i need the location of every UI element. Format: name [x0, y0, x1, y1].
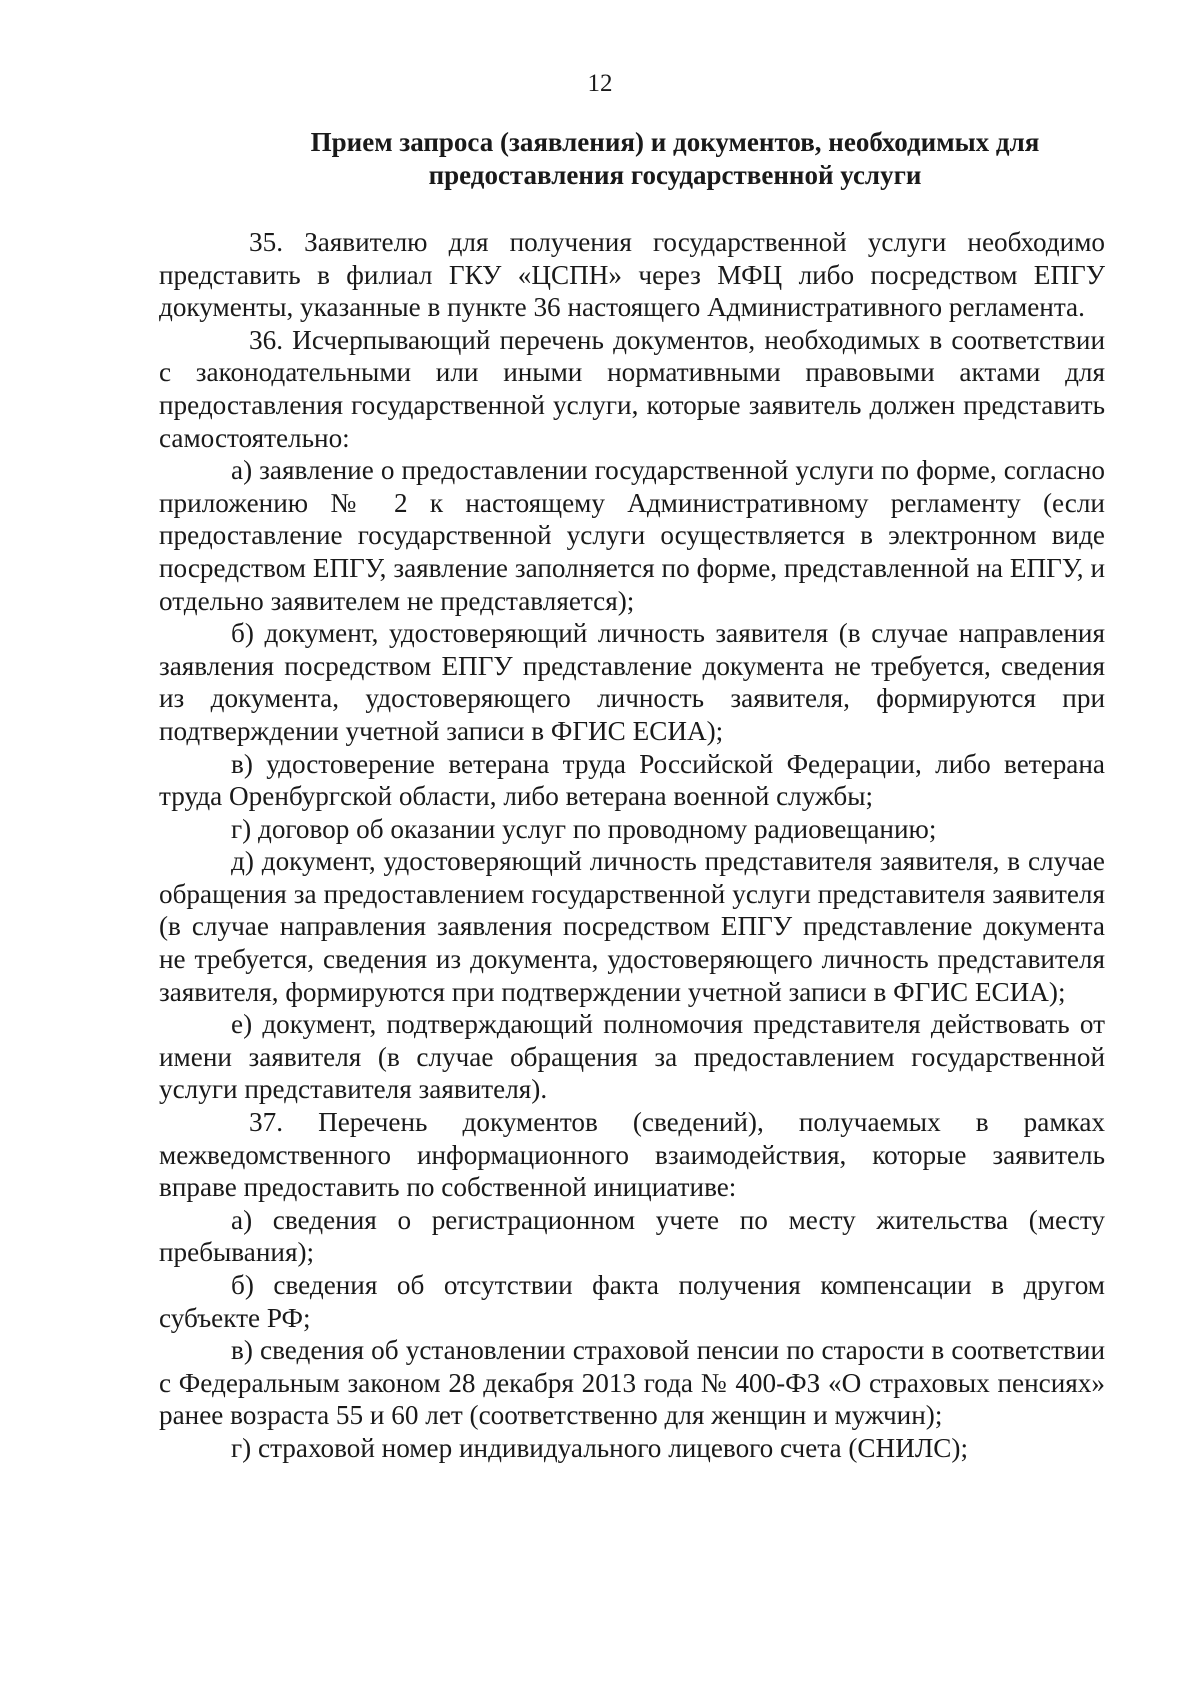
page-number: 12	[587, 70, 613, 97]
paragraph-35: 35. Заявителю для получения государственной услуги необходимо представить в филиал ГКУ «ЦСПН» через МФЦ либо посредством ЕПГУ документы, указанные в пункте 36 настоящего Административного регламента.	[159, 227, 1105, 323]
paragraph-36: 36. Исчерпывающий перечень документов, необходимых в соответствии с законодательными или иными нормативными правовыми актами для предоставления государственной услуги, которые заявитель должен представить самостоятельно:	[159, 324, 1105, 453]
paragraph-36-a: а) заявление о предоставлении государственной услуги по форме, согласно приложению № 2 к настоящему Административному регламенту (если предоставление государственной услуги осуществляется в электронном виде посредством ЕПГУ, заявление заполняется по форме, представленной на ЕПГУ, и отдельно заявителем не представляется);	[159, 455, 1105, 616]
paragraph-36-d: д) документ, удостоверяющий личность представителя заявителя, в случае обращения за предоставлением государственной услуги представителя заявителя (в случае направления заявления посредством ЕПГУ представление документа не требуется, сведения из документа, удостоверяющего личность представителя заявителя, формируются при подтверждении учетной записи в ФГИС ЕСИА);	[159, 846, 1105, 1007]
paragraph-36-e: е) документ, подтверждающий полномочия представителя действовать от имени заявителя (в случае обращения за предоставлением государственной услуги представителя заявителя).	[159, 1009, 1105, 1105]
paragraph-37: 37. Перечень документов (сведений), получаемых в рамках межведомственного информационного взаимодействия, которые заявитель вправе предоставить по собственной инициативе:	[159, 1107, 1105, 1203]
paragraph-37-b: б) сведения об отсутствии факта получения компенсации в другом субъекте РФ;	[159, 1270, 1105, 1333]
paragraph-36-b: б) документ, удостоверяющий личность заявителя (в случае направления заявления посредством ЕПГУ представление документа не требуется, сведения из документа, удостоверяющего личность заявителя, формируются при подтверждении учетной записи в ФГИС ЕСИА);	[159, 618, 1105, 746]
section-heading	[250, 126, 1100, 192]
paragraph-36-g: г) договор об оказании услуг по проводному радиовещанию;	[231, 813, 937, 844]
paragraph-36-v: в) удостоверение ветерана труда Российской Федерации, либо ветерана труда Оренбургской области, либо ветерана военной службы;	[159, 748, 1105, 812]
paragraph-37-a: а) сведения о регистрационном учете по месту жительства (месту пребывания);	[159, 1204, 1105, 1268]
document-body	[159, 226, 1105, 1465]
paragraph-37-v: в) сведения об установлении страховой пенсии по старости в соответствии с Федеральным законом 28 декабря 2013 года № 400-ФЗ «О страховых пенсиях» ранее возраста 55 и 60 лет (соответственно для женщин и мужчин);	[159, 1335, 1105, 1431]
paragraph-37-g: г) страховой номер индивидуального лицевого счета (СНИЛС);	[231, 1432, 969, 1463]
section-heading-line-1: Прием запроса (заявления) и документов, необходимых для	[310, 127, 1040, 157]
section-heading-line-2: предоставления государственной услуги	[428, 160, 922, 190]
